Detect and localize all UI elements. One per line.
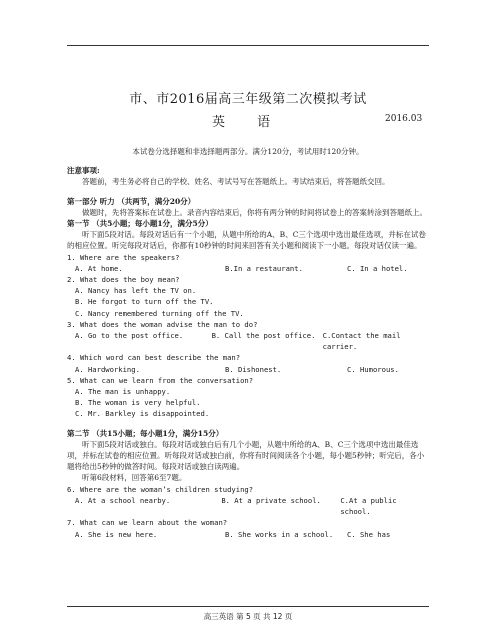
intro-line: 本试卷分选择题和非选择题两部分。满分120分，考试用时120分钟。 bbox=[132, 147, 364, 156]
section2-desc: 听下面5段对话或独白。每段对话或独白后有几个小题，从题中所给的A、B、C三个选项中选出最佳选项，并标在试卷的相应位置。听每段对话或独白前，你将有时间阅读各个小题，每小题5秒钟；听完后，各小题将给出5秒钟的做答时间。每段对话或独白读两遍。 bbox=[67, 439, 425, 472]
option-b: B. Dishonest. bbox=[225, 364, 282, 374]
option-a: A. She is new here. bbox=[75, 529, 158, 539]
option-c: C. She has bbox=[347, 529, 391, 539]
option-b: B. He forgot to turn off the TV. bbox=[75, 297, 214, 307]
exam-title: 市、市2016届高三年级第二次模拟考试 bbox=[129, 92, 367, 107]
option-b: B. She works in a school. bbox=[225, 529, 334, 539]
option-a: A. Nancy has left the TV on. bbox=[75, 286, 197, 296]
option-c: C. Mr. Barkley is disappointed. bbox=[75, 409, 210, 419]
question-5: 5. What can we learn from the conversation? bbox=[67, 375, 254, 385]
part1-desc: 做题时，先将答案标在试卷上。录音内容结束后，你将有两分钟的时间将试卷上的答案转涂到答题纸上。 bbox=[82, 207, 427, 217]
question-1-options bbox=[67, 263, 429, 274]
option-b: B.In a restaurant. bbox=[225, 263, 303, 273]
question-4-options bbox=[67, 364, 429, 375]
part1-heading: 第一部分 听力 （共两节，满分20分） bbox=[67, 196, 196, 206]
question-3-options bbox=[67, 330, 429, 352]
option-c: C. In a hotel. bbox=[347, 263, 408, 273]
section1-heading: 第一节 （共5小题；每小题1分，满分5分） bbox=[67, 219, 213, 229]
question-6-options bbox=[67, 495, 429, 517]
top-rule bbox=[67, 45, 429, 46]
option-c: C.Contact the mail carrier. bbox=[322, 331, 401, 352]
subject-title: 英 语 bbox=[212, 115, 285, 130]
question-6: 6. Where are the woman’s children studying? bbox=[67, 484, 254, 494]
option-a: A. The man is unhappy. bbox=[75, 387, 171, 397]
section2-heading: 第二节 （共15小题；每小题1分，满分15分） bbox=[67, 428, 224, 438]
exam-content bbox=[67, 140, 429, 540]
option-b: B. Call the post office. bbox=[211, 331, 316, 341]
option-b: B. At a private school. bbox=[221, 495, 321, 505]
option-a: A. At a school nearby. bbox=[75, 495, 171, 505]
question-7-options bbox=[67, 529, 429, 540]
option-a: A. Hardworking. bbox=[75, 364, 140, 374]
notice-text: 答题前，考生务必将自己的学校、姓名、考试号写在答题纸上。考试结束后，将答题纸交回。 bbox=[82, 177, 390, 187]
option-c: C.At a public school. bbox=[340, 495, 397, 517]
option-c: C. Humorous. bbox=[347, 364, 399, 374]
section2-material: 听第6段材料，回答第6至7题。 bbox=[82, 473, 187, 483]
section1-desc: 听下面5段对话。每段对话后有一个小题，从题中所给的A、B、C三个选项中选出最佳选项，并标在试卷的相应位置。听完每段对话后，你都有10秒钟的时间来回答有关小题和阅读下一小题。每段对话仅读一遍。 bbox=[67, 230, 426, 251]
question-1: 1. Where are the speakers? bbox=[67, 252, 180, 262]
question-2: 2. What does the boy mean? bbox=[67, 275, 180, 285]
exam-date: 2016.03 bbox=[385, 114, 423, 124]
question-3: 3. What does the woman advise the man to do? bbox=[67, 319, 258, 329]
question-7: 7. What can we learn about the woman? bbox=[67, 518, 228, 528]
option-a: A. At home. bbox=[75, 263, 123, 273]
notice-heading: 注意事项: bbox=[67, 166, 100, 176]
question-4: 4. Which word can best describe the man? bbox=[67, 353, 241, 363]
option-c: C. Nancy remembered turning off the TV. bbox=[75, 308, 244, 318]
page-footer: 高三英语 第 5 页 共 12 页 bbox=[203, 612, 293, 621]
option-b: B. The woman is very helpful. bbox=[75, 398, 201, 408]
bottom-rule bbox=[67, 606, 429, 607]
option-a: A. Go to the post office. bbox=[75, 331, 184, 341]
